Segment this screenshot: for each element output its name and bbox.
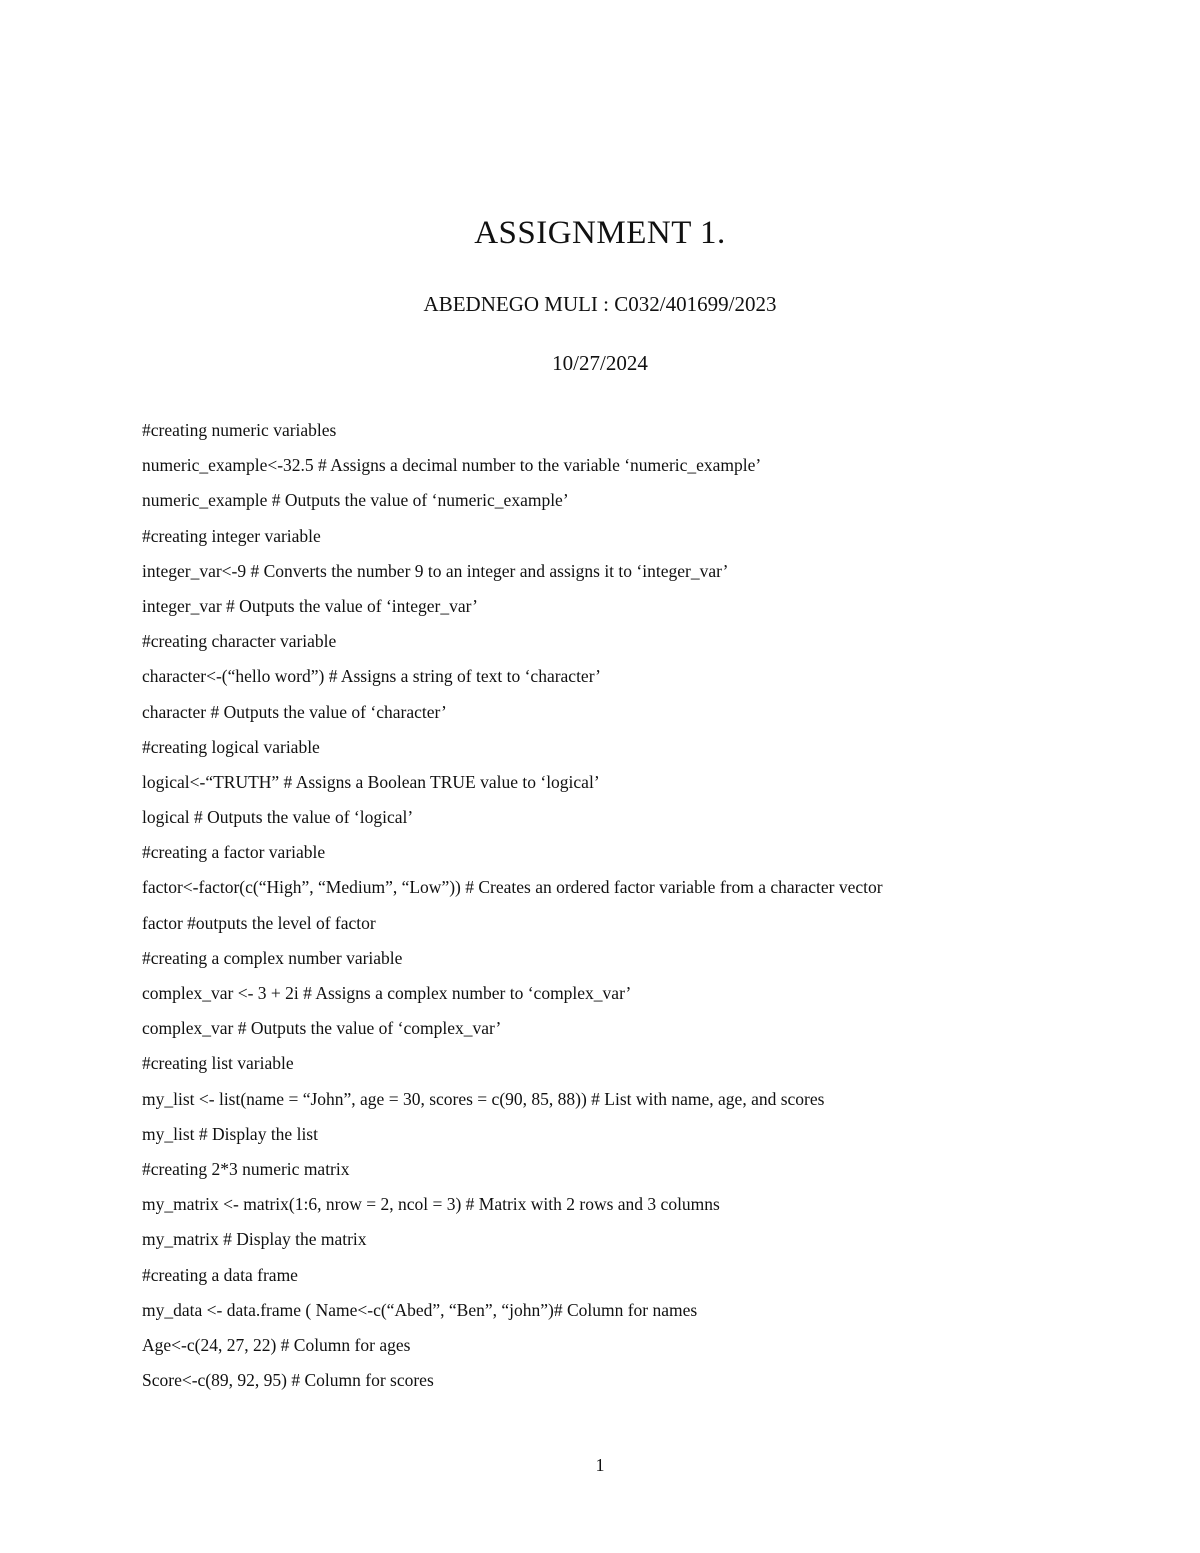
code-line: my_data <- data.frame ( Name<-c(“Abed”, “Ben”, “john”)# Column for names <box>142 1299 698 1320</box>
code-listing <box>142 416 1102 1401</box>
code-line: integer_var # Outputs the value of ‘integer_var’ <box>142 595 478 616</box>
code-line: my_matrix <- matrix(1:6, nrow = 2, ncol = 3) # Matrix with 2 rows and 3 columns <box>142 1194 720 1215</box>
code-line: my_list # Display the list <box>142 1123 318 1144</box>
code-line: Score<-c(89, 92, 95) # Column for scores <box>142 1370 434 1391</box>
code-line: my_matrix # Display the matrix <box>142 1229 367 1250</box>
code-line: logical # Outputs the value of ‘logical’ <box>142 807 414 828</box>
code-line: #creating list variable <box>142 1053 294 1074</box>
code-line: character # Outputs the value of ‘character’ <box>142 701 447 722</box>
code-line: #creating a data frame <box>142 1264 298 1285</box>
document-title: ASSIGNMENT 1. <box>474 215 726 251</box>
code-line: #creating integer variable <box>142 525 321 546</box>
code-line: numeric_example<-32.5 # Assigns a decimal number to the variable ‘numeric_example’ <box>142 455 762 476</box>
code-line: complex_var # Outputs the value of ‘complex_var’ <box>142 1018 502 1039</box>
code-line: factor<-factor(c(“High”, “Medium”, “Low”)) # Creates an ordered factor variable from a character vector <box>142 877 883 898</box>
code-line: #creating character variable <box>142 631 337 652</box>
code-line: #creating a factor variable <box>142 842 326 863</box>
code-line: my_list <- list(name = “John”, age = 30, scores = c(90, 85, 88)) # List with name, age, and scores <box>142 1088 825 1109</box>
code-line: character<-(“hello word”) # Assigns a string of text to ‘character’ <box>142 666 602 687</box>
code-line: numeric_example # Outputs the value of ‘numeric_example’ <box>142 490 569 511</box>
code-line: #creating numeric variables <box>142 420 337 440</box>
code-line: Age<-c(24, 27, 22) # Column for ages <box>142 1334 411 1355</box>
code-line: #creating a complex number variable <box>142 947 403 968</box>
code-line: factor #outputs the level of factor <box>142 912 376 933</box>
author-line: ABEDNEGO MULI : C032/401699/2023 <box>423 292 777 316</box>
code-line: integer_var<-9 # Converts the number 9 to an integer and assigns it to ‘integer_var’ <box>142 560 729 581</box>
code-line: complex_var <- 3 + 2i # Assigns a complex number to ‘complex_var’ <box>142 983 632 1003</box>
document-date: 10/27/2024 <box>552 351 648 375</box>
code-line: #creating logical variable <box>142 736 320 757</box>
code-line: #creating 2*3 numeric matrix <box>142 1158 350 1179</box>
page-number: 1 <box>595 1455 605 1475</box>
code-line: logical<-“TRUTH” # Assigns a Boolean TRUE value to ‘logical’ <box>142 771 600 792</box>
